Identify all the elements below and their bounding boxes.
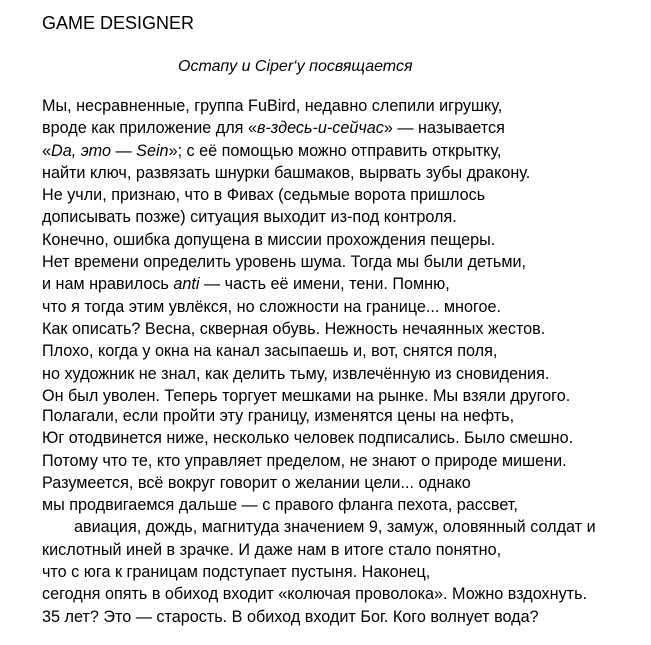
stanza-2 (42, 405, 596, 628)
poem-line: Не учли, признаю, что в Фивах (седьмые ворота пришлось (42, 186, 486, 205)
poem-line: что я тогда этим увлёкся, но сложности на границе... многое. (42, 297, 501, 316)
poem-line: Юг отодвинется ниже, несколько человек подписались. Было смешно. (42, 429, 574, 448)
poem-line: Разумеется, всё вокруг говорит о желании цели... однако (42, 473, 471, 492)
poem-line: вроде как приложение для «в-здесь-и-сейчас» — называется (42, 119, 505, 138)
poem-line: найти ключ, развязать шнурки башмаков, вырвать зубы дракону. (42, 163, 531, 182)
poem-line: 35 лет? Это — старость. В обиход входит Бог. Кого волнует вода? (42, 607, 539, 626)
poem-line: Плохо, когда у окна на канал засыпаешь и, вот, снятся поля, (42, 342, 498, 361)
poem-line: но художник не знал, как делить тьму, извлечённую из сновидения. (42, 364, 550, 383)
poem-line: «Da, это — Sein»; с её помощью можно отправить открытку, (42, 141, 502, 160)
poem-line: кислотный иней в зрачке. И даже нам в итоге стало понятно, (42, 540, 502, 559)
poem-line: дописывать позже) ситуация выходит из-под контроля. (42, 208, 457, 227)
poem-line: мы продвигаемся дальше — с правого фланга пехота, рассвет, (42, 496, 518, 515)
poem-line: Мы, несравненные, группа FuBird, недавно слепили игрушку, (42, 97, 503, 115)
poem-line: Полагали, если пройти эту границу, изменятся цены на нефть, (42, 407, 515, 425)
poem-title: GAME DESIGNER (42, 13, 195, 33)
poem-line: Потому что те, кто управляет пределом, не знают о природе мишени. (42, 451, 567, 470)
stanza-1 (42, 95, 570, 407)
poem-line: сегодня опять в обиход входит «колючая проволока». Можно вздохнуть. (42, 585, 588, 604)
poem-line: Как описать? Весна, скверная обувь. Нежность нечаянных жестов. (42, 319, 546, 338)
poem-line: что с юга к границам подступает пустыня. Наконец, (42, 563, 431, 582)
poem-line: и нам нравилось anti — часть её имени, тени. Помню, (42, 275, 450, 294)
poem-line: Нет времени определить уровень шума. Тогда мы были детьми, (42, 253, 527, 272)
poem-line: Конечно, ошибка допущена в миссии прохождения пещеры. (42, 230, 496, 249)
poem-line: авиация, дождь, магнитуда значением 9, замуж, оловянный солдат и (74, 518, 596, 537)
poem-dedication: Остапу и Ciper‘у посвящается (178, 58, 413, 75)
poem-line: Он был уволен. Теперь торгует мешками на рынке. Мы взяли другого. (42, 386, 571, 405)
